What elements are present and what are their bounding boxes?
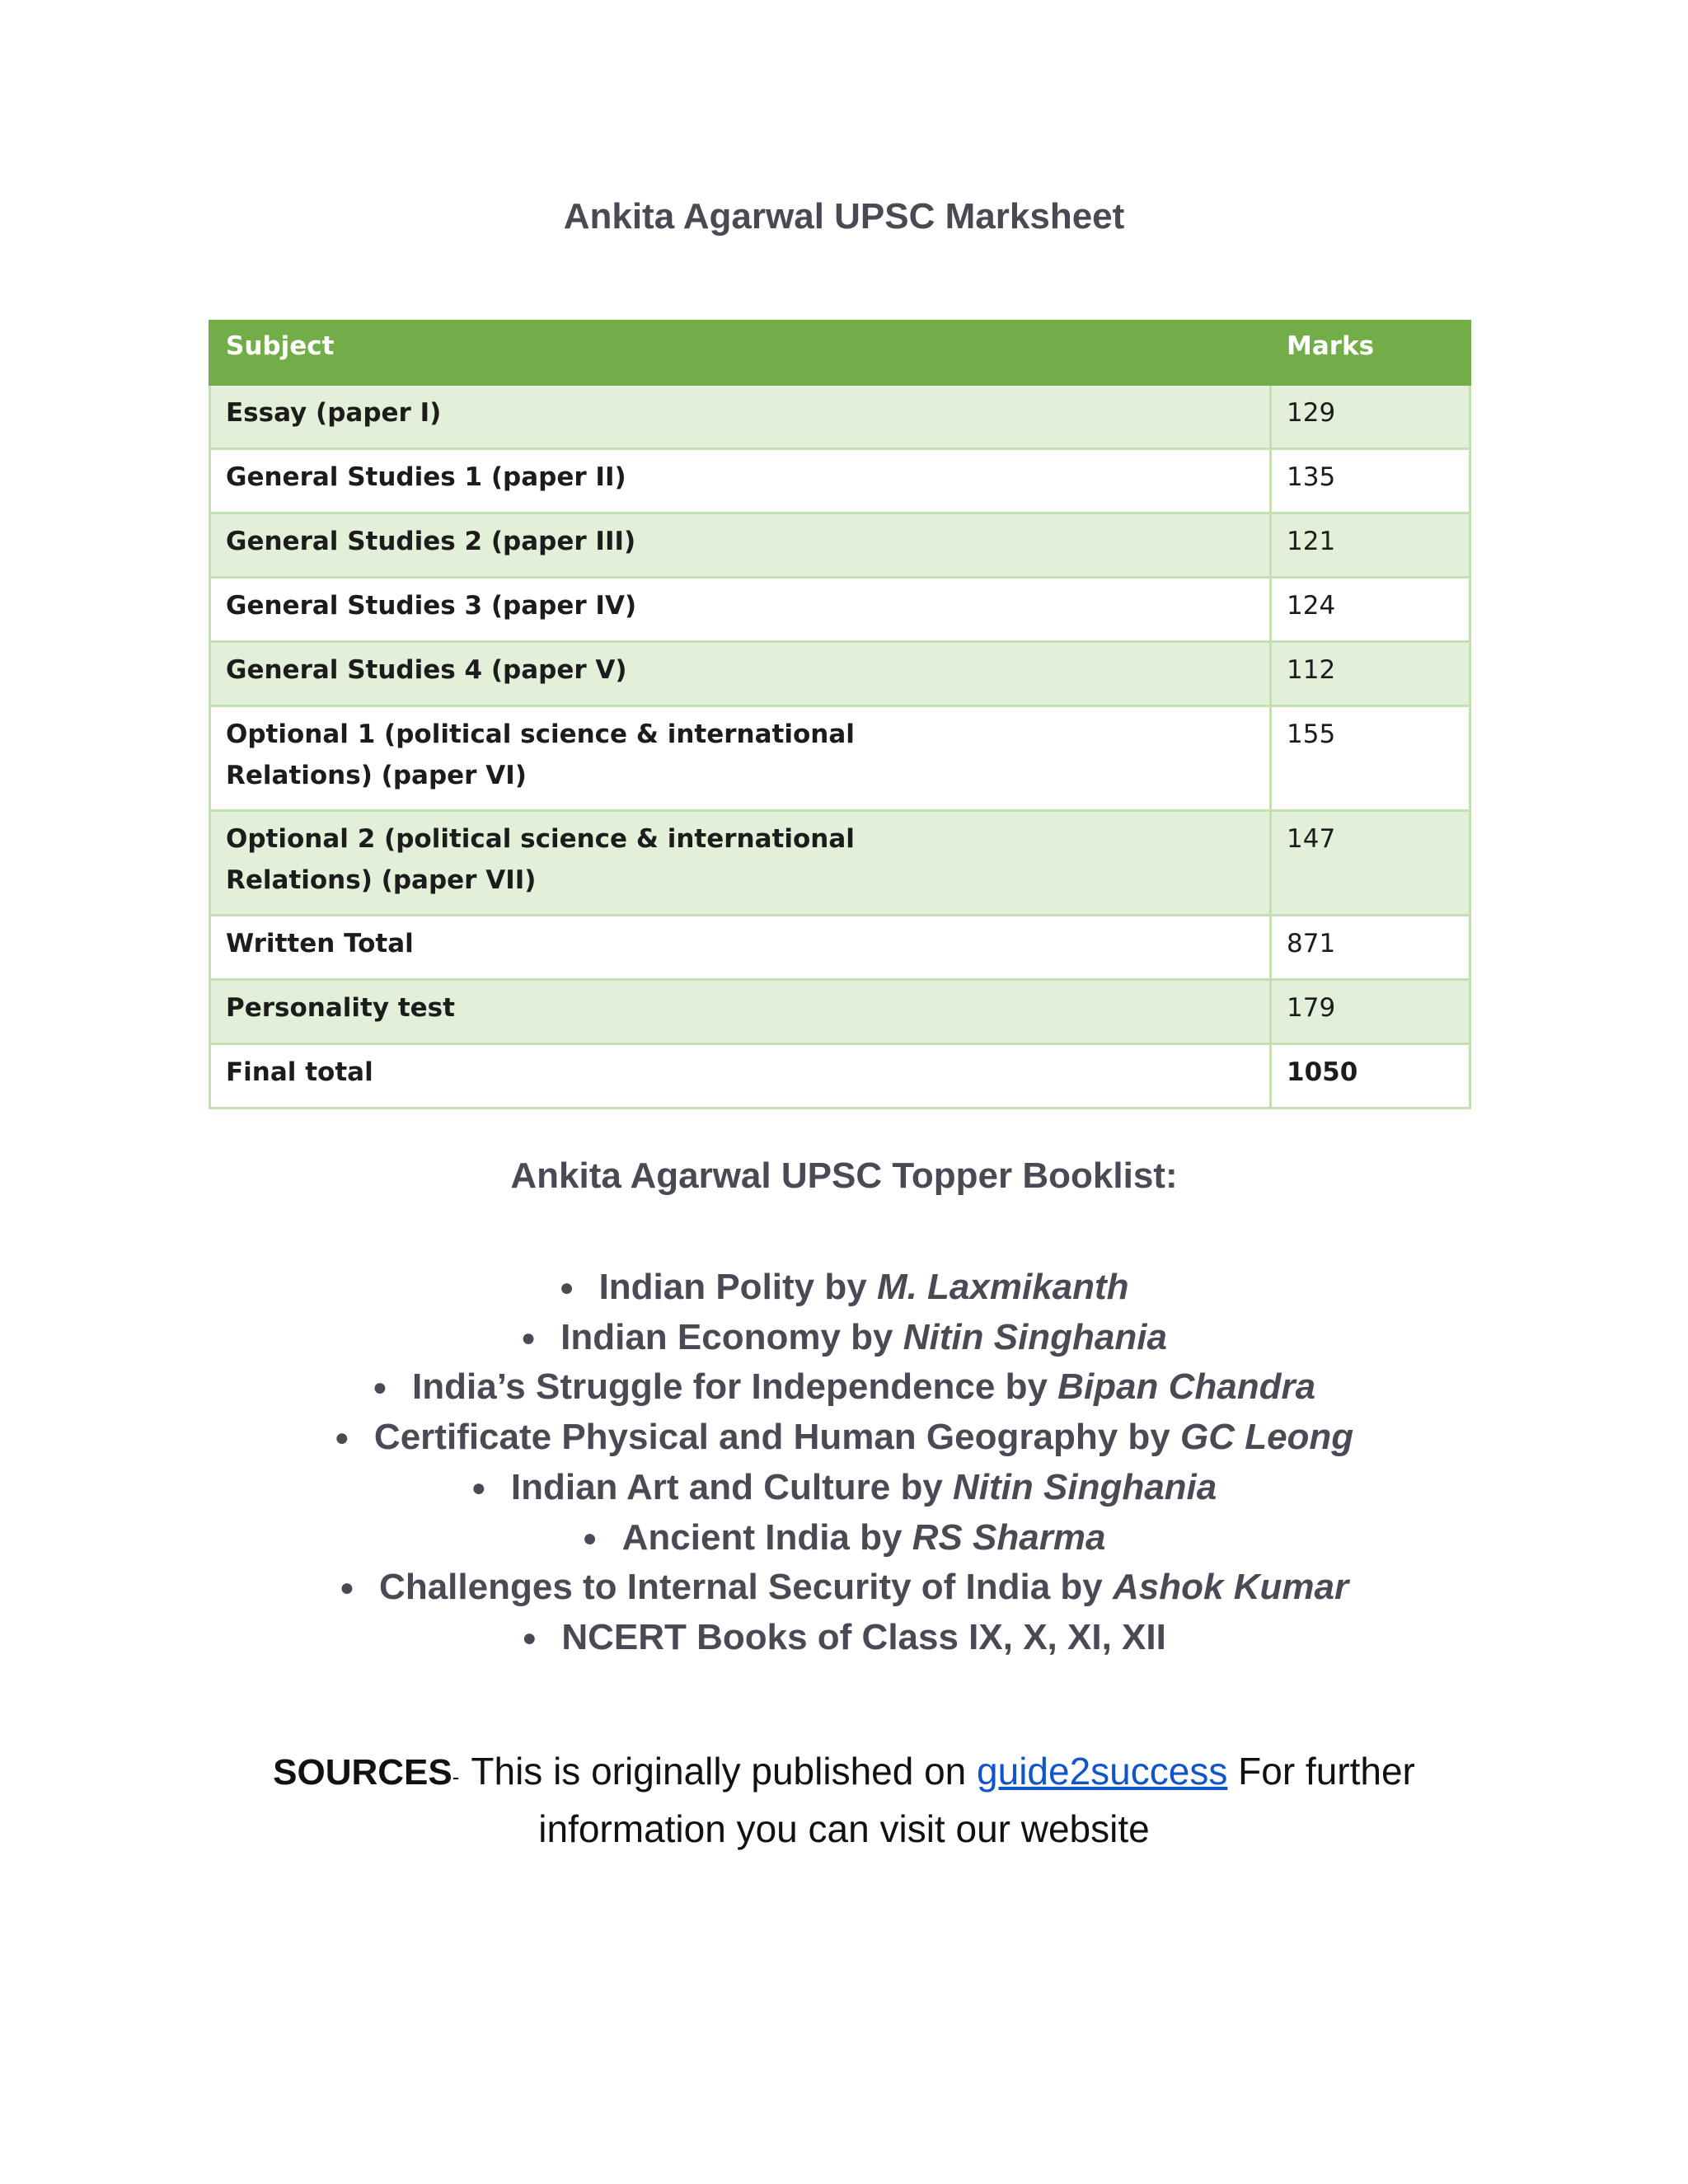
book-title: Challenges to Internal Security of India by xyxy=(379,1567,1113,1608)
marks-cell: 155 xyxy=(1271,706,1470,811)
table-row xyxy=(210,449,1470,513)
subject-cell: Final total xyxy=(210,1044,1271,1108)
bullet-icon: ● xyxy=(372,1374,388,1402)
sources-label: SOURCES xyxy=(273,1752,452,1793)
table-row xyxy=(210,916,1470,980)
list-item xyxy=(0,1513,1688,1563)
subject-cell: General Studies 2 (paper III) xyxy=(210,513,1271,578)
marks-cell: 179 xyxy=(1271,980,1470,1044)
subject-cell xyxy=(210,811,1271,916)
subject-line: Relations) (paper VII) xyxy=(226,865,537,895)
book-author: Bipan Chandra xyxy=(1057,1366,1316,1408)
book-author: M. Laxmikanth xyxy=(876,1267,1129,1307)
table-row xyxy=(210,642,1470,706)
list-item xyxy=(0,1463,1688,1513)
bullet-icon: ● xyxy=(334,1424,349,1452)
header-marks: Marks xyxy=(1271,321,1470,385)
subject-line: Optional 2 (political science & international xyxy=(226,824,855,854)
table-row xyxy=(210,578,1470,642)
sources-dash: - xyxy=(452,1765,460,1789)
guide2success-link[interactable]: guide2success xyxy=(977,1750,1228,1793)
marksheet-table xyxy=(209,320,1471,1109)
booklist-title: Ankita Agarwal UPSC Topper Booklist: xyxy=(510,1155,1178,1196)
sources-text-before: This is originally published on xyxy=(471,1750,978,1793)
subject-cell: General Studies 3 (paper IV) xyxy=(210,578,1271,642)
list-item xyxy=(0,1563,1688,1613)
marks-cell: 871 xyxy=(1271,916,1470,980)
bullet-icon: ● xyxy=(339,1574,355,1602)
table-row xyxy=(210,980,1470,1044)
marks-cell: 124 xyxy=(1271,578,1470,642)
table-row xyxy=(210,513,1470,578)
subject-cell: Written Total xyxy=(210,916,1271,980)
book-title: NCERT Books of Class IX, X, XI, XII xyxy=(561,1616,1166,1657)
book-author: Nitin Singhania xyxy=(903,1316,1167,1357)
sources-note xyxy=(0,1746,1688,1855)
book-author: Ashok Kumar xyxy=(1113,1567,1349,1608)
book-author: RS Sharma xyxy=(912,1516,1106,1558)
subject-cell: General Studies 1 (paper II) xyxy=(210,449,1271,513)
bullet-icon: ● xyxy=(471,1474,486,1502)
marks-cell: 112 xyxy=(1271,642,1470,706)
bullet-icon: ● xyxy=(521,1324,537,1352)
book-title: Indian Economy by xyxy=(560,1316,903,1357)
marks-cell: 147 xyxy=(1271,811,1470,916)
marks-cell: 129 xyxy=(1271,385,1470,449)
book-title: Indian Polity by xyxy=(598,1267,877,1307)
list-item xyxy=(0,1313,1688,1363)
book-title: Indian Art and Culture by xyxy=(510,1466,954,1507)
table-row xyxy=(210,385,1470,449)
marks-cell: 1050 xyxy=(1271,1044,1470,1108)
book-title: Ancient India by xyxy=(621,1516,912,1558)
table-row xyxy=(210,811,1470,916)
book-author: Nitin Singhania xyxy=(953,1466,1217,1507)
list-item xyxy=(0,1263,1688,1313)
subject-line: Relations) (paper VI) xyxy=(226,761,527,790)
subject-cell xyxy=(210,706,1271,811)
subject-cell: General Studies 4 (paper V) xyxy=(210,642,1271,706)
book-title: Certificate Physical and Human Geography by xyxy=(373,1417,1180,1458)
sources-line2: information you can visit our website xyxy=(538,1807,1150,1850)
marks-cell: 121 xyxy=(1271,513,1470,578)
bullet-icon: ● xyxy=(559,1274,574,1301)
table-row xyxy=(210,1044,1470,1108)
subject-line: Optional 1 (political science & international xyxy=(226,719,855,749)
list-item xyxy=(0,1362,1688,1413)
bullet-icon: ● xyxy=(582,1524,598,1552)
book-author: GC Leong xyxy=(1179,1417,1354,1458)
bullet-icon: ● xyxy=(522,1624,537,1652)
table-header-row xyxy=(210,321,1470,385)
list-item xyxy=(0,1613,1688,1663)
page-title: Ankita Agarwal UPSC Marksheet xyxy=(563,196,1125,237)
subject-cell: Personality test xyxy=(210,980,1271,1044)
subject-cell: Essay (paper I) xyxy=(210,385,1271,449)
book-title: India’s Struggle for Independence by xyxy=(412,1366,1058,1408)
booklist xyxy=(0,1263,1688,1663)
list-item xyxy=(0,1413,1688,1463)
marks-cell: 135 xyxy=(1271,449,1470,513)
header-subject: Subject xyxy=(210,321,1271,385)
table-row xyxy=(210,706,1470,811)
sources-text-after: For further xyxy=(1227,1750,1415,1793)
